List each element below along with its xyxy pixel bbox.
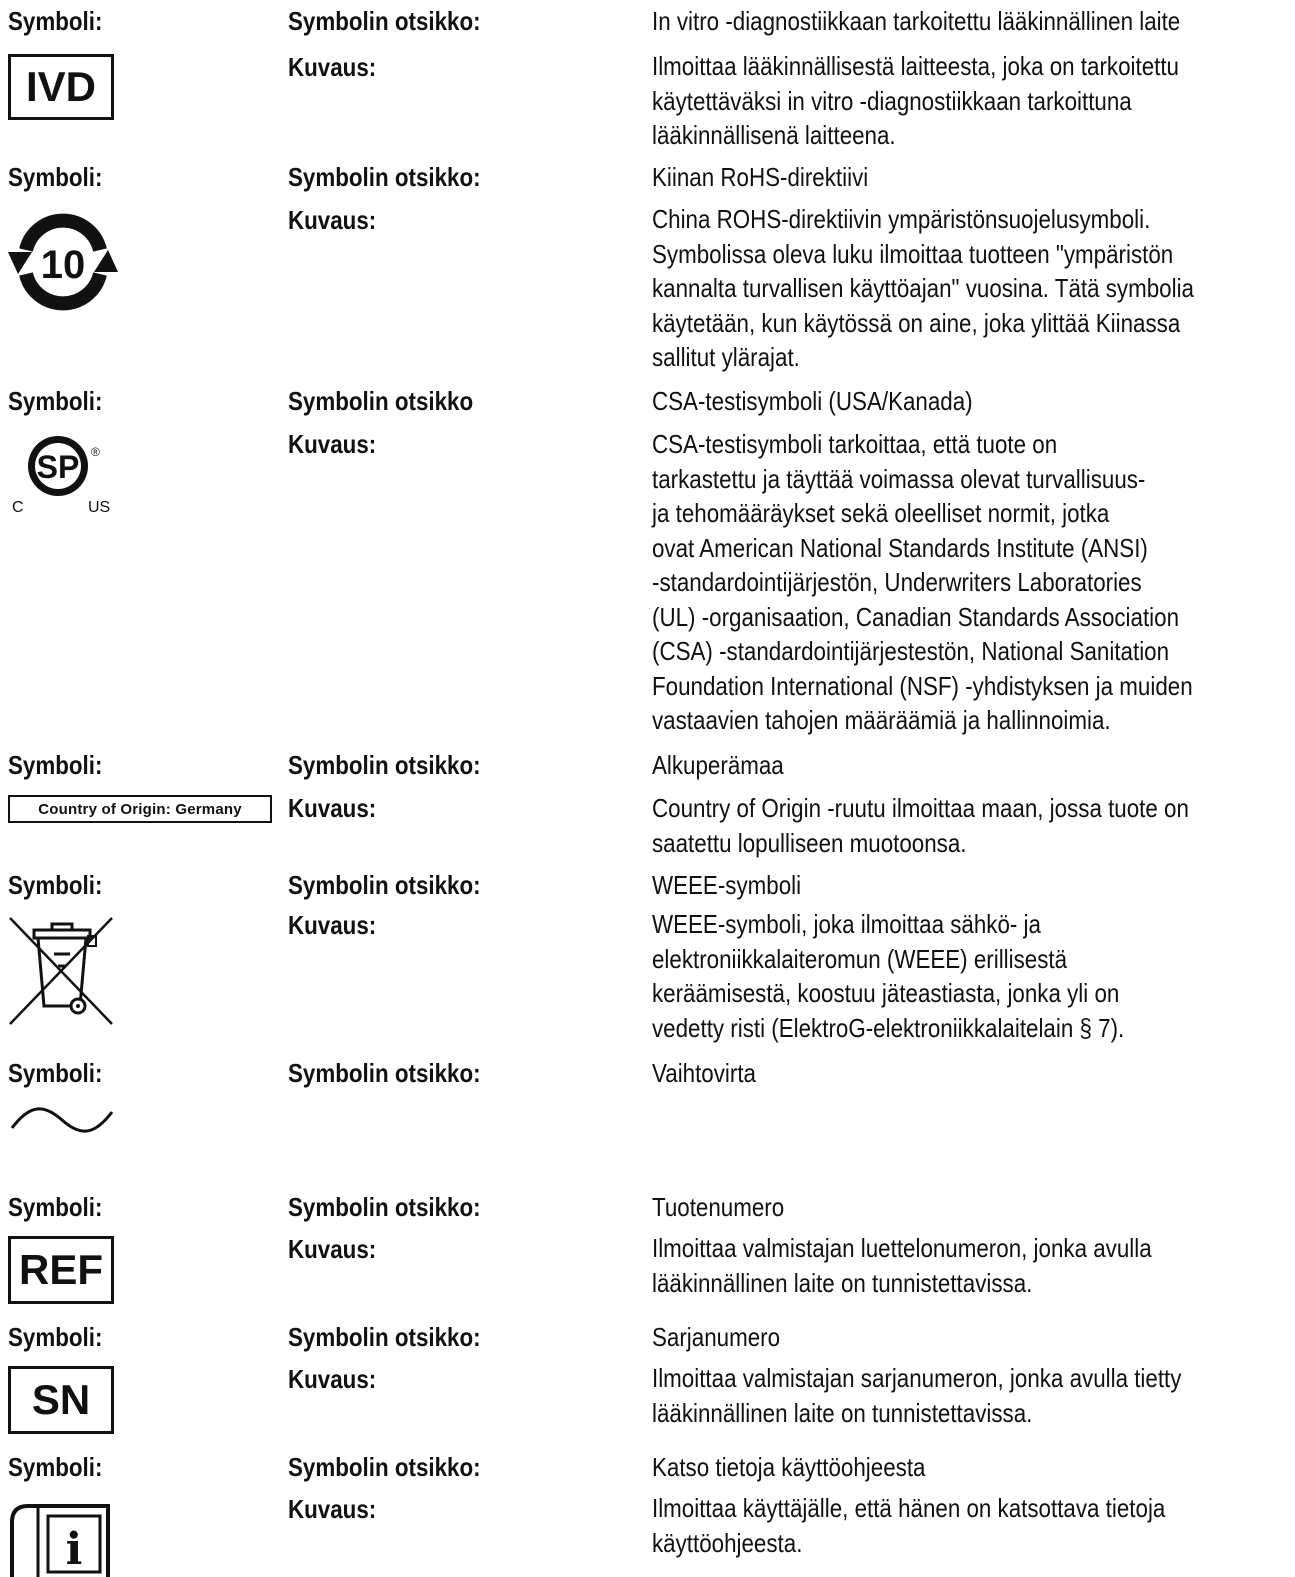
description-line: (UL) -organisaation, Canadian Standards Association [652,601,1180,632]
symbol-title: CSA-testisymboli (USA/Kanada) [652,386,973,416]
symbol-description [652,907,1280,1045]
symbol-title-label: Symbolin otsikko: [288,1322,481,1352]
description-line: sallitut ylärajat. [652,342,800,372]
symbol-title: Sarjanumero [652,1322,781,1352]
rohs-number: 10 [40,243,86,287]
country-of-origin-icon: Country of Origin: Germany [8,795,272,823]
description-line: saatettu lopulliseen muotoonsa. [652,827,967,858]
symbol-title: Katso tietoja käyttöohjeesta [652,1452,926,1482]
symbol-label: Symboli: [8,386,103,416]
symbol-title-label: Symbolin otsikko [288,386,474,416]
description-label: Kuvaus: [288,1234,377,1264]
alternating-current-icon [8,1100,116,1140]
symbol-label: Symboli: [8,1452,103,1482]
csa-us-label: US [88,499,111,516]
description-line: elektroniikkalaiteromun (WEEE) erillisestä [652,943,1068,974]
description-line: China ROHS-direktiivin ympäristönsuojelusymboli. [652,204,1151,234]
symbol-description [652,791,1280,860]
symbol-label: Symboli: [8,6,103,36]
description-line: vedetty risti (ElektroG-elektroniikkalaitelain § 7). [652,1012,1125,1043]
symbol-label: Symboli: [8,1192,103,1222]
description-line: vastaavien tahojen määräämiä ja hallinnoimia. [652,705,1111,735]
description-line: lääkinnällisenä laitteena. [652,120,896,150]
registered-mark: ® [91,445,100,459]
symbol-label: Symboli: [8,750,103,780]
description-line: Ilmoittaa valmistajan luettelonumeron, jonka avulla [652,1233,1152,1263]
description-line: käytetään, kun käytössä on aine, joka ylittää Kiinassa [652,307,1181,338]
symbol-label: Symboli: [8,162,103,192]
description-label: Kuvaus: [288,429,377,459]
description-line: -standardointijärjestön, Underwriters Laboratories [652,567,1142,597]
description-line: lääkinnällinen laite on tunnistettavissa. [652,1397,1033,1428]
description-label: Kuvaus: [288,793,377,823]
description-line: ovat American National Standards Institute (ANSI) [652,532,1148,563]
symbol-title-label: Symbolin otsikko: [288,6,481,36]
symbol-description [652,202,1280,375]
symbol-title: In vitro -diagnostiikkaan tarkoitettu lääkinnällinen laite [652,6,1181,36]
description-line: Ilmoittaa käyttäjälle, että hänen on katsottava tietoja [652,1493,1166,1523]
symbol-description [652,1231,1280,1300]
symbol-title-label: Symbolin otsikko: [288,1192,481,1222]
csa-mark-icon [8,428,120,518]
symbol-label: Symboli: [8,1058,103,1088]
symbol-label: Symboli: [8,870,103,900]
symbol-title-label: Symbolin otsikko: [288,1058,481,1088]
symbol-description [652,1361,1280,1430]
symbol-title-label: Symbolin otsikko: [288,162,481,192]
symbol-label: Symboli: [8,1322,103,1352]
consult-instructions-icon [8,1502,116,1577]
description-line: kannalta turvallisen käyttöajan" vuosina. Tätä symbolia [652,273,1194,303]
symbol-description [652,427,1280,738]
description-line: ja tehomääräykset sekä oleelliset normit, jotka [652,498,1110,528]
description-line: käytettäväksi in vitro -diagnostiikkaan tarkoittuna [652,85,1132,116]
description-line: käyttöohjeesta. [652,1527,803,1558]
symbol-title-label: Symbolin otsikko: [288,750,481,780]
symbol-description [652,1491,1280,1560]
description-line: Foundation International (NSF) -yhdistyksen ja muiden [652,670,1193,701]
symbol-title-label: Symbolin otsikko: [288,870,481,900]
description-label: Kuvaus: [288,1494,377,1524]
symbol-title: Kiinan RoHS-direktiivi [652,162,869,192]
description-label: Kuvaus: [288,205,377,235]
description-line: Country of Origin -ruutu ilmoittaa maan, jossa tuote on [652,793,1189,823]
description-line: (CSA) -standardointijärjestestön, National Sanitation [652,636,1170,666]
description-label: Kuvaus: [288,52,377,82]
ivd-icon: IVD [8,54,114,120]
symbol-title: WEEE-symboli [652,870,802,900]
sn-icon: SN [8,1366,114,1434]
info-letter: i [65,1524,83,1575]
description-label: Kuvaus: [288,1364,377,1394]
symbol-title-label: Symbolin otsikko: [288,1452,481,1482]
description-line: Ilmoittaa valmistajan sarjanumeron, jonka avulla tietty [652,1363,1182,1393]
description-line: lääkinnällinen laite on tunnistettavissa. [652,1267,1033,1298]
china-rohs-10-icon [8,212,118,312]
description-line: CSA-testisymboli tarkoittaa, että tuote on [652,429,1058,459]
symbol-title: Alkuperämaa [652,750,784,780]
description-line: keräämisestä, koostuu jäteastiasta, jonka yli on [652,978,1120,1008]
weee-bin-icon [8,914,116,1026]
description-label: Kuvaus: [288,910,377,940]
symbol-title: Vaihtovirta [652,1058,756,1088]
symbol-title: Tuotenumero [652,1192,785,1222]
description-line: Ilmoittaa lääkinnällisestä laitteesta, joka on tarkoitettu [652,51,1179,81]
ref-icon: REF [8,1236,114,1304]
description-line: WEEE-symboli, joka ilmoittaa sähkö- ja [652,909,1041,939]
description-line: Symbolissa oleva luku ilmoittaa tuotteen "ympäristön [652,238,1174,269]
symbol-description [652,49,1280,153]
csa-c-label: C [12,499,24,516]
csa-letters: SP [36,449,80,485]
description-line: tarkastettu ja täyttää voimassa olevat turvallisuus- [652,463,1146,494]
